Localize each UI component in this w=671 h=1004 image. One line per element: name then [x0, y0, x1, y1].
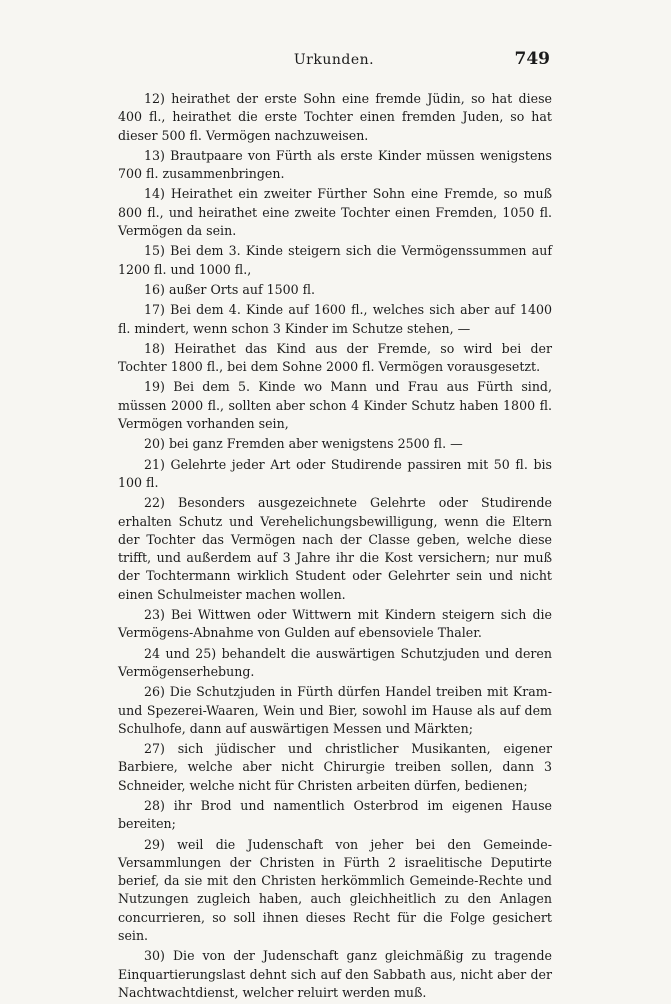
paragraph: 29) weil die Judenschaft von jeher bei den Gemeinde-Versammlungen der Christen in Fürth 2 israelitische Deputirte berief, da sie mit den Christen herkömmlich Gemeinde-Rechte und Nutzungen zugleich haben, auch gleichheitlich zu den Anlagen concurrieren, so soll ihnen dieses Recht für die Folge gesichert sein.	[118, 836, 552, 944]
body-text	[118, 90, 552, 1004]
paragraph: 27) sich jüdischer und christlicher Musikanten, eigener Barbiere, welche aber nicht Chirurgie treiben sollen, dann 3 Schneider, welche nicht für Christen arbeiten dürfen, bedienen;	[118, 741, 552, 793]
paragraph: 28) ihr Brod und namentlich Osterbrod im eigenen Hause bereiten;	[118, 797, 552, 832]
paragraph: 16) außer Orts auf 1500 fl.	[144, 281, 316, 297]
paragraph: 26) Die Schutzjuden in Fürth dürfen Handel treiben mit Kram- und Spezerei-Waaren, Wein und Bier, sowohl im Hause als auf dem Schulhofe, dann auf auswärtigen Messen und Märkten;	[118, 684, 552, 736]
paragraph: 20) bei ganz Fremden aber wenigstens 2500 fl. —	[144, 436, 463, 452]
paragraph: 24 und 25) behandelt die auswärtigen Schutzjuden und deren Vermögenserhebung.	[118, 645, 552, 679]
paragraph: 12) heirathet der erste Sohn eine fremde Jüdin, so hat diese 400 fl., heirathet die erste Tochter einen fremden Juden, so hat dieser 500 fl. Vermögen nachzuweisen.	[118, 91, 552, 143]
page-number: 749	[514, 49, 550, 69]
paragraph: 13) Brautpaare von Fürth als erste Kinder müssen wenigstens 700 fl. zusammenbringen.	[118, 147, 552, 182]
paragraph: 14) Heirathet ein zweiter Fürther Sohn eine Fremde, so muß 800 fl., und heirathet eine zweite Tochter einen Fremden, 1050 fl. Vermögen da sein.	[118, 186, 552, 239]
paragraph: 30) Die von der Judenschaft ganz gleichmäßig zu tragende Einquartierungslast dehnt sich auf den Sabbath aus, nicht aber der Nachtwachtdienst, welcher reluirt werden muß.	[118, 948, 552, 1000]
paragraph: 15) Bei dem 3. Kinde steigern sich die Vermögenssummen auf 1200 fl. und 1000 fl.,	[118, 243, 552, 277]
paragraph: 22) Besonders ausgezeichnete Gelehrte oder Studirende erhalten Schutz und Verehelichungsbewilligung, wenn die Eltern der Tochter das Vermögen nach der Classe geben, welche diese trifft, und außerdem auf 3 Jahre ihr die Kost versichern; nur muß der Tochtermann wirklich Student oder Gelehrter sein und nicht einen Schulmeister machen wollen.	[118, 495, 552, 602]
paragraph: 21) Gelehrte jeder Art oder Studirende passiren mit 50 fl. bis 100 fl.	[118, 456, 552, 490]
paragraph: 19) Bei dem 5. Kinde wo Mann und Frau aus Fürth sind, müssen 2000 fl., sollten aber schon 4 Kinder Schutz haben 1800 fl. Vermögen vorhanden sein,	[118, 379, 552, 432]
running-header	[118, 49, 550, 72]
paragraph: 23) Bei Wittwen oder Wittwern mit Kindern steigern sich die Vermögens-Abnahme von Gulden auf ebensoviele Thaler.	[118, 607, 552, 641]
running-title: Urkunden.	[293, 52, 375, 68]
paragraph: 17) Bei dem 4. Kinde auf 1600 fl., welches sich aber auf 1400 fl. mindert, wenn schon 3 Kinder im Schutze stehen, —	[118, 302, 552, 336]
paragraph: 18) Heirathet das Kind aus der Fremde, so wird bei der Tochter 1800 fl., bei dem Sohne 2000 fl. Vermögen vorausgesetzt.	[118, 340, 552, 375]
